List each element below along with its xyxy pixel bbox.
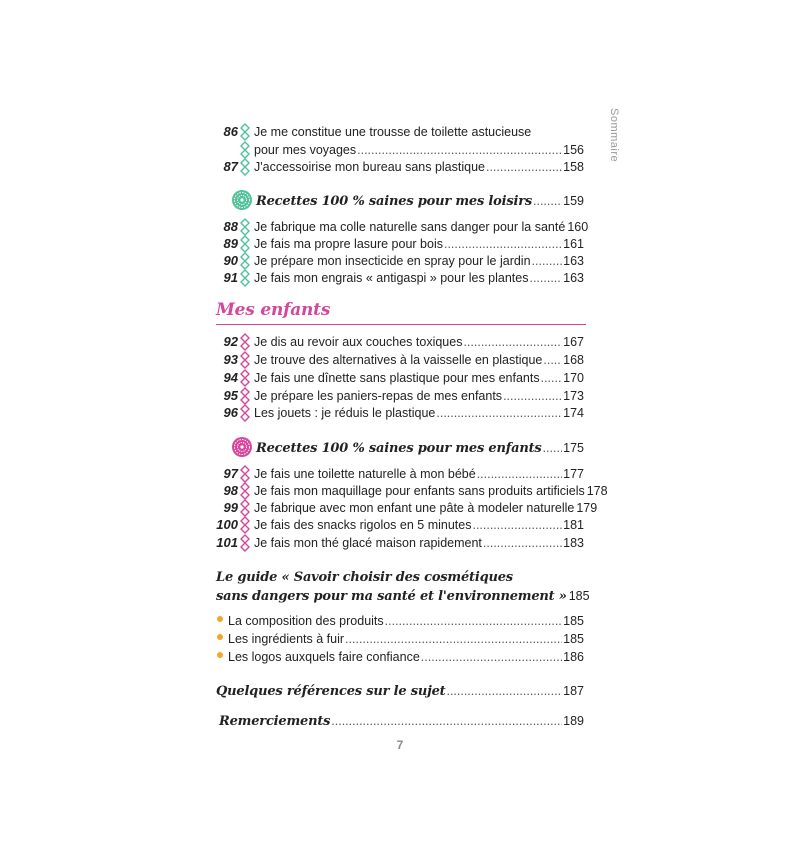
toc-entry-88[interactable]	[216, 218, 589, 236]
toc-references[interactable]	[216, 681, 584, 701]
entry-page: 159	[563, 194, 584, 208]
recipes-title: Recettes 100 % saines pour mes enfants	[256, 441, 542, 456]
leader-dots	[541, 369, 563, 387]
leader-dots	[543, 437, 563, 459]
leader-dots	[436, 404, 562, 422]
entry-title: Je fais mon thé glacé maison rapidement	[254, 536, 482, 550]
entry-number: 99	[223, 500, 238, 515]
green-chain-icon	[240, 218, 250, 236]
leader-dots	[533, 190, 562, 212]
entry-title: Les ingrédients à fuir	[228, 632, 345, 646]
entry-page: 178	[586, 484, 608, 498]
green-rosette-icon	[231, 189, 253, 211]
entry-number: 97	[223, 466, 238, 481]
entry-title: Je fais des snacks rigolos en 5 minutes	[254, 518, 472, 532]
entry-title: Les logos auxquels faire confiance	[228, 650, 420, 664]
toc-entry-91[interactable]	[216, 269, 584, 287]
entry-page: 185	[568, 589, 590, 603]
leader-dots	[529, 269, 562, 287]
entry-page: 163	[563, 271, 584, 285]
entry-page: 173	[563, 389, 584, 403]
pink-chain-icon	[240, 369, 250, 387]
entry-page: 189	[563, 714, 584, 728]
entry-number: 101	[216, 535, 238, 550]
leader-dots	[421, 648, 562, 666]
toc-entry-99[interactable]	[216, 499, 598, 517]
toc-entry-97[interactable]	[216, 465, 584, 483]
entry-page: 185	[563, 614, 584, 628]
section-title-mes-enfants: Mes enfants	[216, 300, 331, 320]
leader-dots	[463, 333, 562, 351]
entry-page: 175	[563, 441, 584, 455]
entry-number: 87	[223, 159, 238, 174]
bullet-icon	[217, 652, 223, 658]
entry-page: 187	[563, 684, 584, 698]
green-chain-icon	[240, 252, 250, 270]
entry-title: Je fabrique avec mon enfant une pâte à modeler naturelle	[254, 501, 575, 515]
pink-chain-icon	[240, 387, 250, 405]
entry-page: 160	[567, 220, 589, 234]
toc-entry-86[interactable]	[216, 123, 584, 141]
entry-number: 94	[223, 370, 238, 385]
entry-title: Je fais une dînette sans plastique pour mes enfants	[254, 371, 540, 385]
toc-thanks[interactable]	[219, 711, 584, 731]
toc-entry-101[interactable]	[216, 534, 584, 552]
running-header-sommaire: Sommaire	[608, 108, 620, 163]
toc-entry-94[interactable]	[216, 369, 584, 387]
leader-dots	[543, 351, 562, 369]
entry-page: 185	[563, 632, 584, 646]
toc-entry-90[interactable]	[216, 252, 584, 270]
toc-entry-87[interactable]	[216, 158, 584, 176]
entry-title: Je dis au revoir aux couches toxiques	[254, 335, 463, 349]
entry-page: 186	[563, 650, 584, 664]
entry-page: 158	[563, 160, 584, 174]
pink-chain-icon	[240, 351, 250, 369]
entry-number: 88	[223, 219, 238, 234]
entry-number: 95	[223, 388, 238, 403]
toc-guide-item-3[interactable]	[216, 648, 584, 666]
leader-dots	[477, 465, 562, 483]
pink-chain-icon	[240, 333, 250, 351]
leader-dots	[444, 235, 562, 253]
leader-dots	[345, 630, 562, 648]
section-rule	[216, 324, 586, 325]
green-chain-icon	[240, 141, 250, 159]
pink-chain-icon	[240, 404, 250, 422]
entry-title: J'accessoirise mon bureau sans plastique	[254, 160, 485, 174]
entry-title: La composition des produits	[228, 614, 384, 628]
green-chain-icon	[240, 235, 250, 253]
entry-page: 183	[563, 536, 584, 550]
entry-title: Les jouets : je réduis le plastique	[254, 406, 436, 420]
toc-recipes-leisure[interactable]	[216, 190, 584, 212]
pink-rosette-icon	[231, 436, 253, 458]
entry-title: Je trouve des alternatives à la vaisselle en plastique	[254, 353, 543, 367]
entry-number: 89	[223, 236, 238, 251]
entry-number: 93	[223, 352, 238, 367]
leader-dots	[446, 681, 562, 701]
toc-entry-98[interactable]	[216, 482, 608, 500]
green-chain-icon	[240, 158, 250, 176]
pink-chain-icon	[240, 482, 250, 500]
entry-page: 168	[563, 353, 584, 367]
leader-dots	[483, 534, 562, 552]
entry-page: 161	[563, 237, 584, 251]
entry-title: Je fais une toilette naturelle à mon bébé	[254, 467, 476, 481]
entry-page: 163	[563, 254, 584, 268]
entry-title: Remerciements	[219, 714, 331, 729]
toc-guide-item-1[interactable]	[216, 612, 584, 630]
leader-dots	[385, 612, 562, 630]
entry-number: 96	[223, 405, 238, 420]
entry-page: 156	[563, 143, 584, 157]
bullet-icon	[217, 616, 223, 622]
entry-title: Je fais mon maquillage pour enfants sans produits artificiels	[254, 484, 585, 498]
pink-chain-icon	[240, 516, 250, 534]
entry-title: Je prépare mon insecticide en spray pour le jardin	[254, 254, 531, 268]
page-number: 7	[396, 738, 404, 752]
green-chain-icon	[240, 269, 250, 287]
entry-page: 177	[563, 467, 584, 481]
entry-number: 91	[223, 270, 238, 285]
entry-number: 92	[223, 334, 238, 349]
entry-number: 100	[216, 517, 238, 532]
entry-number: 90	[223, 253, 238, 268]
leader-dots	[331, 711, 562, 731]
toc-entry-86-continued[interactable]	[216, 141, 584, 159]
entry-title: Je fais mon engrais « antigaspi » pour les plantes	[254, 271, 529, 285]
entry-title-line1: Je me constitue une trousse de toilette astucieuse	[254, 125, 532, 139]
entry-title: Je prépare les paniers-repas de mes enfants	[254, 389, 503, 403]
entry-page: 167	[563, 335, 584, 349]
pink-chain-icon	[240, 534, 250, 552]
entry-title: Je fais ma propre lasure pour bois	[254, 237, 443, 251]
toc-guide-line1[interactable]: Le guide « Savoir choisir des cosmétiques	[216, 570, 513, 585]
entry-page: 174	[563, 406, 584, 420]
toc-guide-item-2[interactable]	[216, 630, 584, 648]
toc-entry-100[interactable]	[216, 516, 584, 534]
entry-title: Quelques références sur le sujet	[216, 684, 446, 699]
entry-page: 179	[576, 501, 598, 515]
entry-number: 86	[223, 124, 238, 139]
entry-number: 98	[223, 483, 238, 498]
recipes-title: Recettes 100 % saines pour mes loisirs	[256, 194, 533, 209]
toc-entry-93[interactable]	[216, 351, 584, 369]
toc-entry-96[interactable]	[216, 404, 584, 422]
toc-entry-92[interactable]	[216, 333, 584, 351]
pink-chain-icon	[240, 465, 250, 483]
guide-title-line2: sans dangers pour ma santé et l'environnement »	[216, 589, 567, 604]
entry-page: 181	[563, 518, 584, 532]
toc-recipes-kids[interactable]	[216, 437, 584, 459]
leader-dots	[357, 141, 562, 159]
leader-dots	[532, 252, 563, 270]
green-chain-icon	[240, 123, 250, 141]
entry-page: 170	[563, 371, 584, 385]
entry-title-line2: pour mes voyages	[254, 143, 357, 157]
leader-dots	[503, 387, 562, 405]
entry-title: Je fabrique ma colle naturelle sans danger pour la santé	[254, 220, 566, 234]
leader-dots	[486, 158, 562, 176]
bullet-icon	[217, 634, 223, 640]
toc-entry-89[interactable]	[216, 235, 584, 253]
leader-dots	[472, 516, 562, 534]
toc-entry-95[interactable]	[216, 387, 584, 405]
pink-chain-icon	[240, 499, 250, 517]
toc-guide-line2[interactable]	[216, 587, 590, 605]
